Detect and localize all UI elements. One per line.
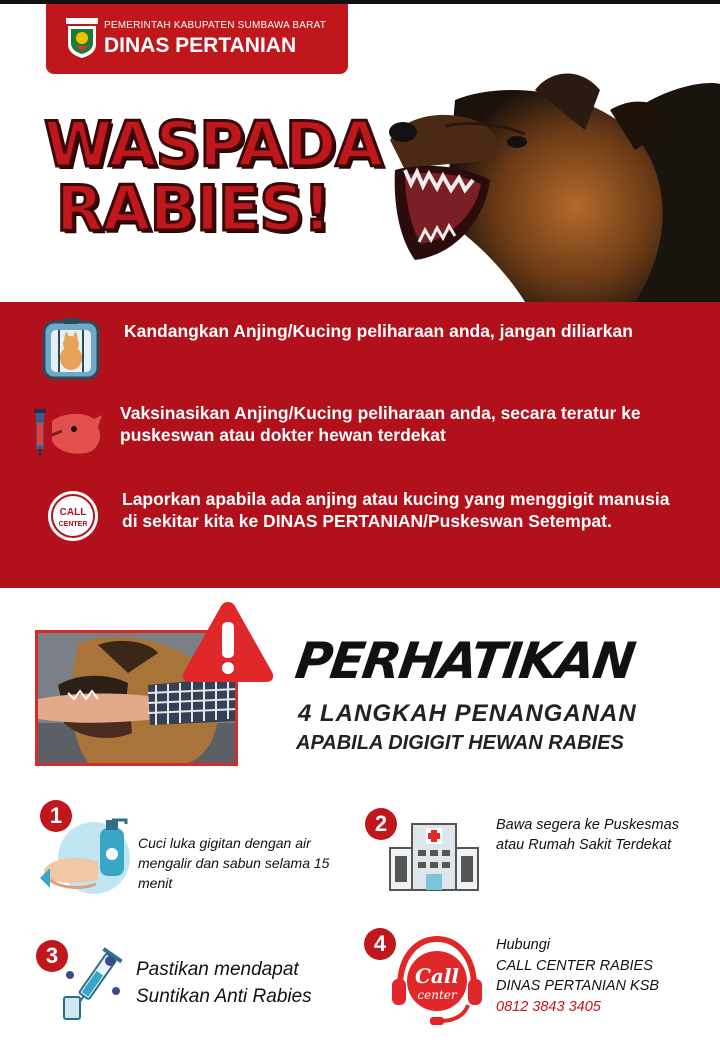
government-name: PEMERINTAH KABUPATEN SUMBAWA BARAT [104,20,327,31]
department-name: DINAS PERTANIAN [104,34,297,57]
attention-heading: PERHATIKAN [291,632,638,690]
call-icon-label-2: CENTER [58,521,88,528]
step-4-line1: Hubungi [496,937,551,953]
step-number-4: 4 [364,928,396,960]
step-3-text: Pastikan mendapat Suntikan Anti Rabies [136,959,312,1007]
prevention-item-report: Laporkan apabila ada anjing atau kucing yang menggigit manusia di sekitar kita ke DINAS PERTANIAN/Puskeswan Setempat. [122,489,670,531]
step-number-2: 2 [365,808,397,840]
step-4-text [496,935,716,1017]
step-4-line2: CALL CENTER RABIES [496,957,653,974]
prevention-item-vaccinate: Vaksinasikan Anjing/Kucing peliharaan anda, secara teratur ke puskeswan atau dokter hewan terdekat [120,403,641,445]
step-number-1: 1 [40,800,72,832]
angry-dog-image [385,70,720,302]
call-badge-label-1: Call [414,964,460,988]
regency-logo-icon [66,18,98,58]
steps-subheading: APABILA DIGIGIT HEWAN RABIES [296,732,624,754]
hero-title-line1: WASPADA [44,108,383,181]
step-number-3: 3 [36,940,68,972]
warning-icon [180,598,276,684]
hand-washing-icon [40,818,132,898]
step-2-text: Bawa segera ke Puskesmas atau Rumah Sakit Terdekat [496,817,679,853]
step-4-line3: DINAS PERTANIAN KSB [496,978,660,994]
prevention-item-cage: Kandangkan Anjing/Kucing peliharaan anda, jangan diliarkan [124,321,633,341]
step-1-text: Cuci luka gigitan dengan air mengalir dan sabun selama 15 menit [138,835,330,891]
steps-heading: 4 LANGKAH PENANGANAN [298,700,637,727]
call-center-phone: 0812 3843 3405 [496,998,601,1015]
call-badge-label-2: center [417,988,457,1002]
pet-cage-icon [42,318,100,380]
call-icon-label-1: CALL [59,507,87,518]
hero-title-line2: RABIES! [56,172,331,245]
call-center-headset-icon [388,935,486,1027]
syringe-vaccine-icon [60,945,126,1021]
dog-vaccine-icon [32,405,104,457]
call-center-icon [47,490,99,542]
hospital-icon [386,818,482,893]
